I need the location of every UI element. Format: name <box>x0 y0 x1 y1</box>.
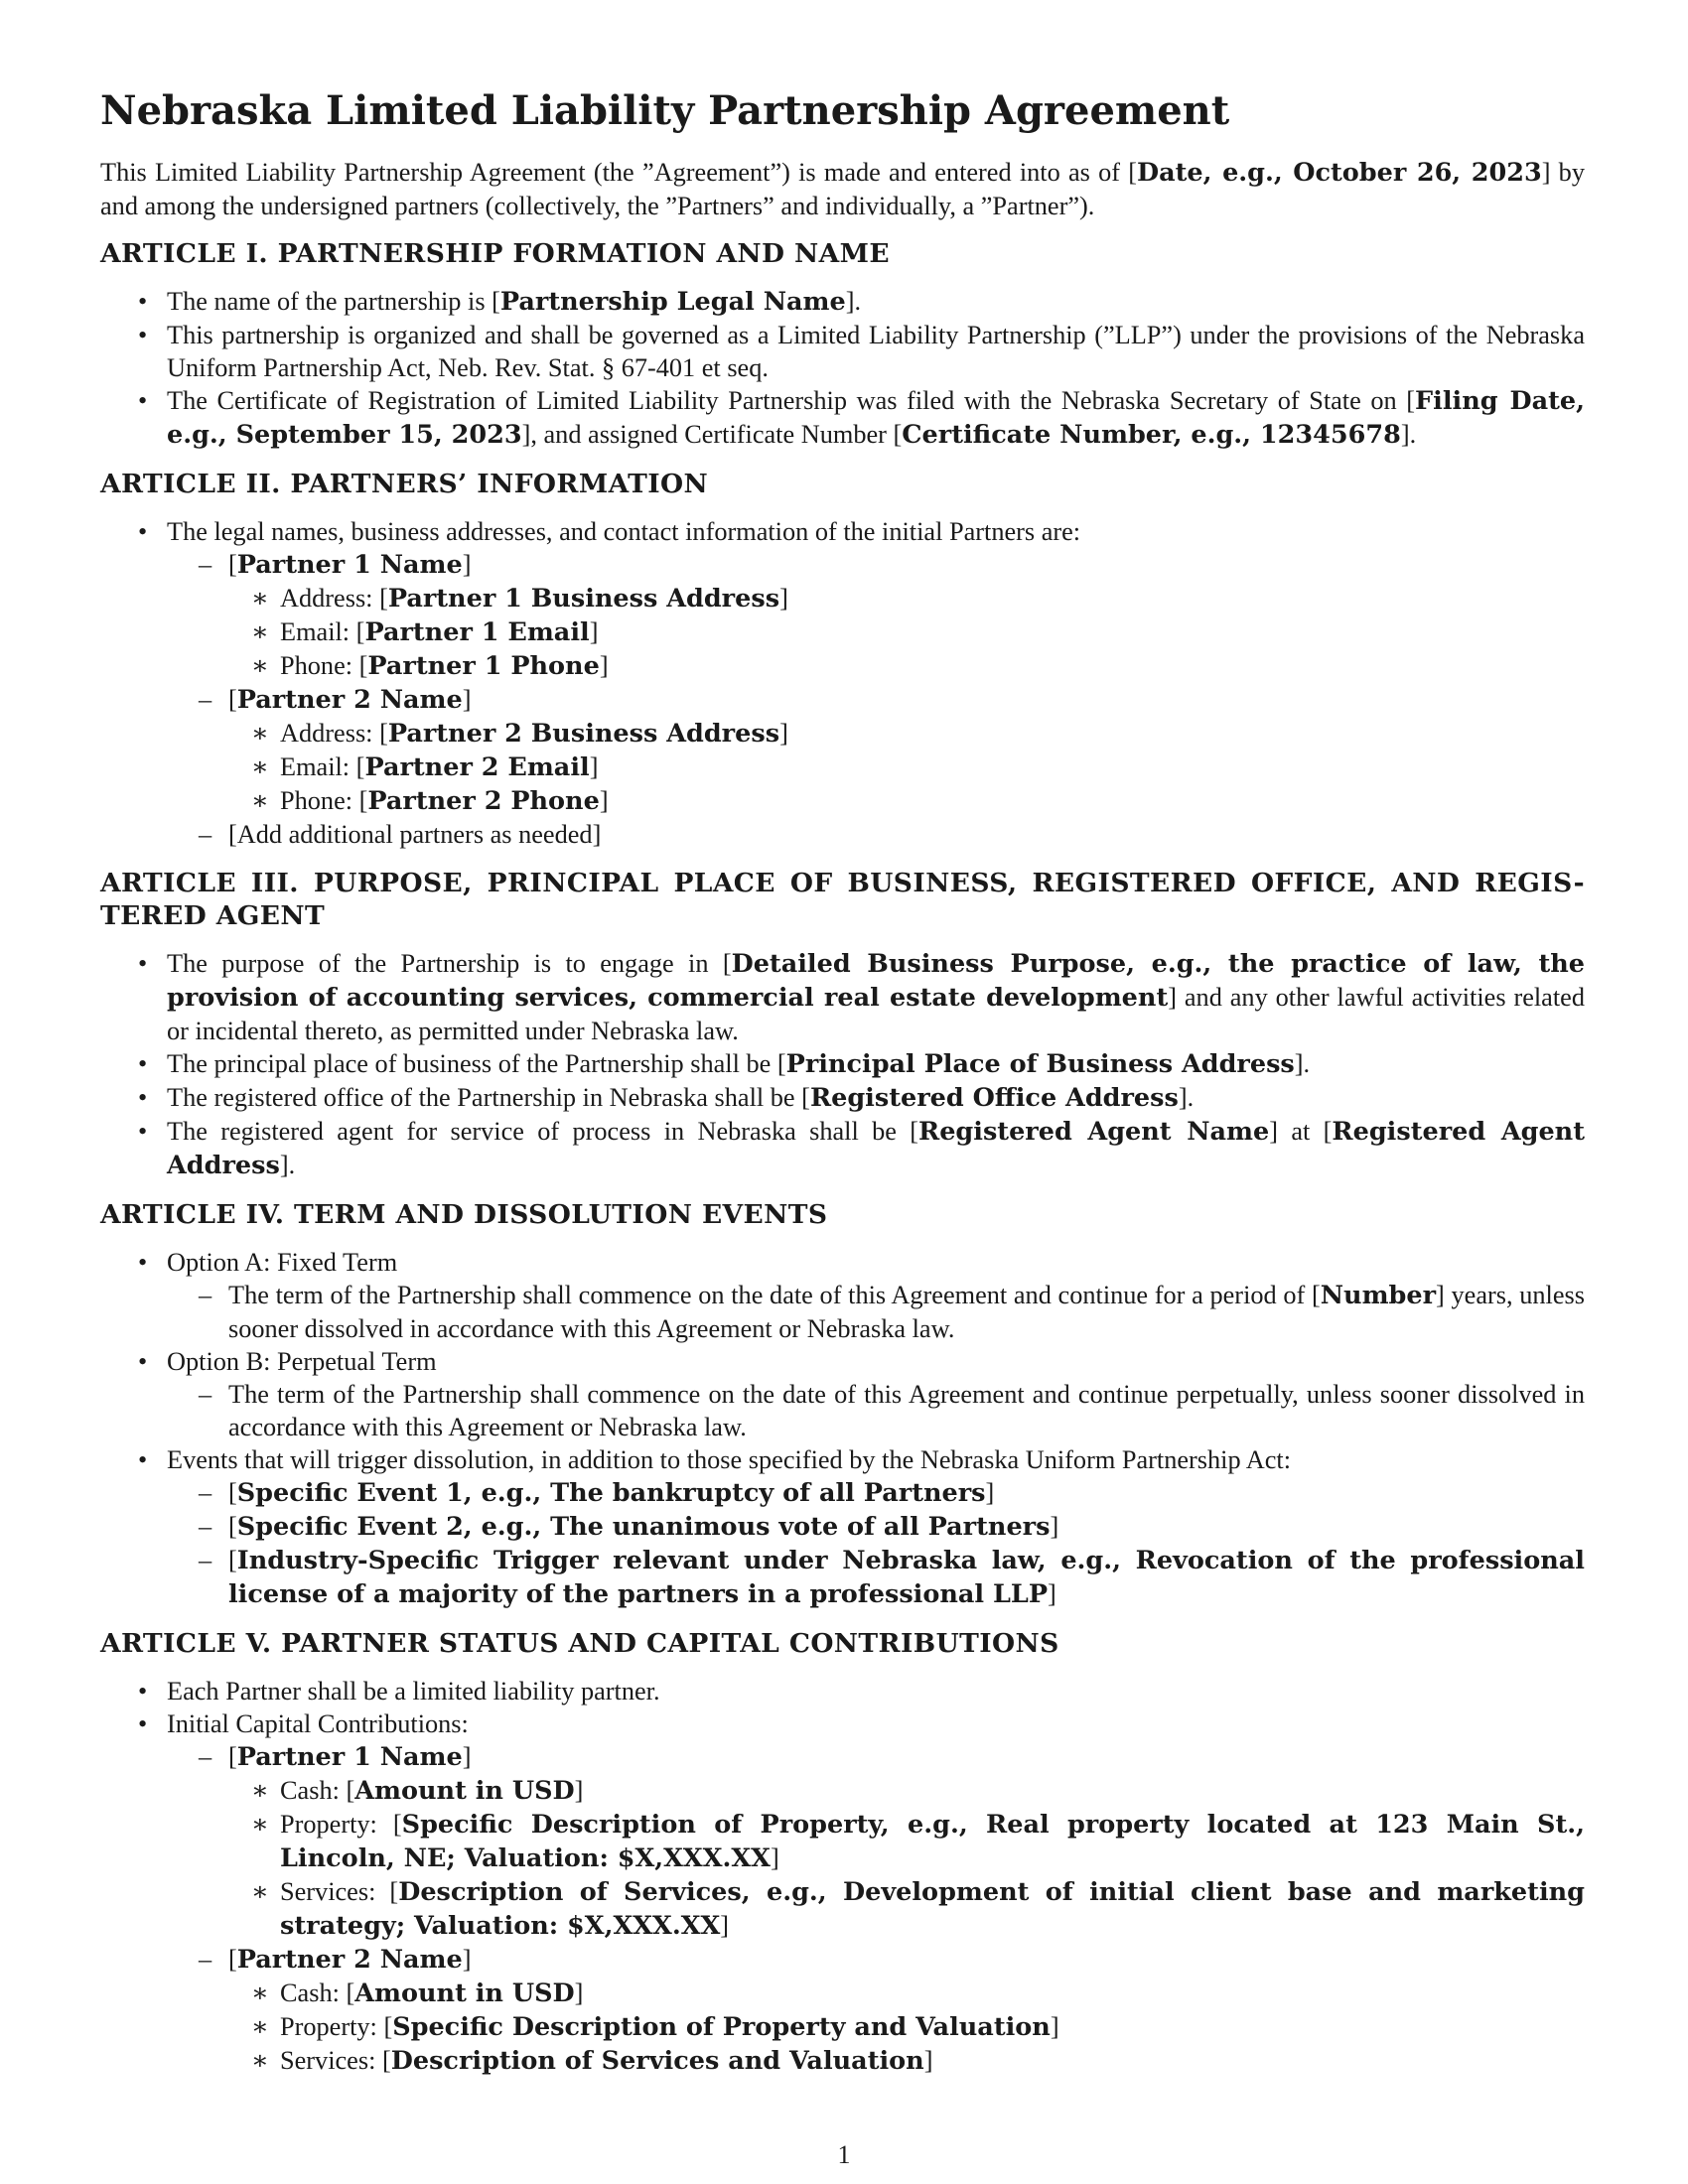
label: Address: [ <box>280 584 388 613</box>
partner-2-address-placeholder: Partner 2 Business Address <box>387 719 780 749</box>
article-4-heading: ARTICLE IV. TERM AND DISSOLUTION EVENTS <box>100 1199 828 1230</box>
partner-1-contribution-details <box>228 1774 1585 1943</box>
list-item <box>100 384 1585 452</box>
text: Option B: Perpetual Term <box>167 1347 437 1376</box>
partner-2-contributions <box>100 1943 1585 2078</box>
registered-agent-name-placeholder: Registered Agent Name <box>918 1117 1270 1147</box>
text: Each Partner shall be a limited liability partner. <box>167 1677 660 1706</box>
intro-text: This Limited Liability Partnership Agreement (the ”Agreement”) is made and entered into as of [ <box>100 158 1138 187</box>
list-item <box>100 649 1585 683</box>
list-item <box>100 1510 1585 1544</box>
list-item <box>100 717 1585 751</box>
text: The purpose of the Partnership is to engage in [ <box>167 949 732 978</box>
partner-1-address-placeholder: Partner 1 Business Address <box>387 584 780 614</box>
label: Email: [ <box>280 617 365 646</box>
text: – [Partner 2 Name] <box>228 685 472 715</box>
text: ∗ Cash: [Amount in USD] <box>280 1979 584 2008</box>
partnership-name-placeholder: Partnership Legal Name <box>499 287 846 317</box>
text <box>228 1279 1585 1345</box>
label: Phone: [ <box>280 786 368 815</box>
text: – [Add additional partners as needed] <box>228 820 602 849</box>
partner-1-cash-placeholder: Amount in USD <box>354 1776 575 1806</box>
list-item <box>100 2044 1585 2078</box>
text: – [Industry-Specific Trigger relevant under Nebraska law, e.g., Revocation of the professional license of a majority of the partners in a professional LLP] <box>228 1546 1585 1609</box>
label: Address: [ <box>280 719 388 748</box>
text: Events that will trigger dissolution, in addition to those specified by the Nebraska Uniform Partnership Act: <box>167 1445 1292 1474</box>
text: ], and assigned Certificate Number [ <box>521 420 903 449</box>
option-a-list <box>167 1279 1585 1345</box>
partner-2-name-placeholder: Partner 2 Name <box>236 1945 463 1975</box>
registered-agent-address-placeholder: Registered Agent Address <box>167 1117 1585 1180</box>
term-years-placeholder: Number <box>1320 1281 1437 1310</box>
text: Initial Capital Contributions: <box>167 1709 469 1738</box>
label: Services: [ <box>280 1877 399 1906</box>
list-item <box>100 515 1585 851</box>
text: ∗ Phone: [Partner 2 Phone] <box>280 786 609 816</box>
text: ]. <box>1400 420 1417 449</box>
list-item <box>100 1808 1585 1875</box>
page-number: 1 <box>837 2140 851 2169</box>
text: ∗ Property: [Specific Description of Property, e.g., Real property located at 123 Main St., Lincoln, NE; Valuation: $X,XXX.XX] <box>280 1810 1585 1873</box>
partner-1-contributions <box>100 1740 1585 1943</box>
text: ∗ Cash: [Amount in USD] <box>280 1776 584 1806</box>
partner-1-item <box>100 548 1585 683</box>
partner-2-contribution-details <box>228 1977 1585 2078</box>
option-b-list <box>167 1378 1585 1443</box>
text: ]. <box>845 287 862 316</box>
document-body <box>100 85 1585 2094</box>
principal-place-placeholder: Principal Place of Business Address <box>785 1049 1295 1079</box>
event-1-placeholder: Specific Event 1, e.g., The bankruptcy of all Partners <box>236 1478 986 1508</box>
article-2-list <box>100 515 1585 851</box>
article-1-list <box>100 285 1585 452</box>
partner-2-services-placeholder: Description of Services and Valuation <box>390 2046 924 2076</box>
text: Option A: Fixed Term <box>167 1248 398 1277</box>
text: ] at [ <box>1269 1117 1333 1146</box>
text: – The term of the Partnership shall commence on the date of this Agreement and continue perpetually, unless sooner dissolved in accordance with this Agreement or Nebraska law. <box>228 1380 1585 1441</box>
article-3-list <box>100 947 1585 1182</box>
partner-2-cash-placeholder: Amount in USD <box>354 1979 575 2008</box>
text: ]. <box>1178 1083 1195 1112</box>
list-item <box>100 319 1585 384</box>
text: The principal place of business of the Partnership shall be [ <box>167 1049 786 1078</box>
list-item <box>100 1115 1585 1182</box>
partner-2-details <box>228 717 1585 818</box>
text: The legal names, business addresses, and contact information of the initial Partners are: <box>167 517 1081 546</box>
list-item <box>100 1774 1585 1808</box>
list-item <box>100 582 1585 615</box>
article-1-heading: ARTICLE I. PARTNERSHIP FORMATION AND NAME <box>100 238 890 269</box>
list-item <box>100 1081 1585 1115</box>
label: Property: [ <box>280 2012 393 2041</box>
text: The term of the Partnership shall commence on the date of this Agreement and continue for a period of [ <box>228 1281 1321 1309</box>
article-3-heading: ARTICLE III. PURPOSE, PRINCIPAL PLACE OF BUSINESS, REGISTERED OFFICE, AND REGIS-TERED AGENT <box>100 868 1585 931</box>
partners-list <box>167 548 1585 851</box>
list-item <box>100 1707 1585 2078</box>
partner-2-property-placeholder: Specific Description of Property and Valuation <box>392 2012 1051 2042</box>
text: The registered office of the Partnership in Nebraska shall be [ <box>167 1083 810 1112</box>
additional-partners-item <box>100 818 1585 851</box>
text: ∗ Email: [Partner 2 Email] <box>280 752 599 782</box>
text: ] and any other lawful activities related or incidental thereto, as permitted under Nebraska law. <box>167 983 1585 1045</box>
partner-2-item <box>100 683 1585 818</box>
label: Services: [ <box>280 2046 391 2075</box>
text: ∗ Address: [Partner 1 Business Address] <box>280 584 788 614</box>
filing-date-placeholder: Filing Date, e.g., September 15, 2023 <box>167 386 1585 450</box>
contributions-list <box>167 1740 1585 2078</box>
label: Email: [ <box>280 752 365 781</box>
certificate-number-placeholder: Certificate Number, e.g., 12345678 <box>902 420 1401 450</box>
label: Cash: [ <box>280 1776 355 1805</box>
agreement-date-placeholder: Date, e.g., October 26, 2023 <box>1137 158 1542 188</box>
partner-1-phone-placeholder: Partner 1 Phone <box>367 651 600 681</box>
text: – [Partner 2 Name] <box>228 1945 472 1975</box>
label: Phone: [ <box>280 651 368 680</box>
list-item <box>100 615 1585 649</box>
article-5-list <box>100 1675 1585 2078</box>
intro-paragraph <box>100 156 1585 222</box>
partner-1-services-placeholder: Description of Services, e.g., Development of initial client base and marketing strategy; Valuation: $X,XXX.XX <box>280 1877 1585 1941</box>
list-item <box>100 1345 1585 1443</box>
event-2-placeholder: Specific Event 2, e.g., The unanimous vote of all Partners <box>236 1512 1051 1542</box>
text: The registered agent for service of process in Nebraska shall be [ <box>167 1117 919 1146</box>
text: ]. <box>279 1151 296 1179</box>
text: ∗ Phone: [Partner 1 Phone] <box>280 651 609 681</box>
event-3-placeholder: Industry-Specific Trigger relevant under Nebraska law, e.g., Revocation of the professional license of a majority of the partners in a professional LLP <box>228 1546 1585 1609</box>
list-item <box>100 285 1585 319</box>
list-item <box>100 1047 1585 1081</box>
text: The Certificate of Registration of Limited Liability Partnership was filed with the Nebraska Secretary of State on [ <box>167 386 1416 415</box>
partner-1-details <box>228 582 1585 683</box>
text: ∗ Property: [Specific Description of Property and Valuation] <box>280 2012 1059 2042</box>
list-item <box>100 1544 1585 1611</box>
partner-1-email-placeholder: Partner 1 Email <box>364 617 590 647</box>
text: – [Partner 1 Name] <box>228 550 472 580</box>
list-item <box>100 1378 1585 1443</box>
article-5-heading: ARTICLE V. PARTNER STATUS AND CAPITAL CONTRIBUTIONS <box>100 1628 1059 1659</box>
dissolution-events-list <box>167 1476 1585 1611</box>
list-item <box>100 1875 1585 1943</box>
partner-1-name-placeholder: Partner 1 Name <box>236 550 463 580</box>
list-item <box>100 1977 1585 2010</box>
text: This partnership is organized and shall be governed as a Limited Liability Partnership (”LLP”) under the provisions of the Nebraska Uniform Partnership Act, Neb. Rev. Stat. § 67-401 et seq. <box>167 321 1585 382</box>
list-item <box>100 1476 1585 1510</box>
label: Property: [ <box>280 1810 402 1839</box>
text: ∗ Email: [Partner 1 Email] <box>280 617 599 647</box>
list-item <box>100 784 1585 818</box>
partner-2-name-placeholder: Partner 2 Name <box>236 685 463 715</box>
list-item <box>100 947 1585 1047</box>
list-item <box>100 751 1585 784</box>
document-title: Nebraska Limited Liability Partnership Agreement <box>100 87 1230 134</box>
text: ∗ Services: [Description of Services, e.g., Development of initial client base and marketing strategy; Valuation: $X,XXX.XX] <box>280 1877 1585 1941</box>
text: – [Specific Event 2, e.g., The unanimous vote of all Partners] <box>228 1512 1059 1542</box>
text: ]. <box>1294 1049 1311 1078</box>
partner-1-property-placeholder: Specific Description of Property, e.g., Real property located at 123 Main St., Lincoln, NE; Valuation: $X,XXX.XX <box>280 1810 1585 1873</box>
text: The name of the partnership is [ <box>167 287 500 316</box>
list-item <box>100 1443 1585 1611</box>
business-purpose-placeholder: Detailed Business Purpose, e.g., the practice of law, the provision of accounting services, commercial real estate development <box>167 949 1586 1013</box>
intro-text: ] by and among the undersigned partners (collectively, the ”Partners” and individually, a ”Partner”). <box>100 158 1585 220</box>
text: ∗ Address: [Partner 2 Business Address] <box>280 719 788 749</box>
article-4-list <box>100 1246 1585 1611</box>
list-item <box>100 1246 1585 1345</box>
label: Cash: [ <box>280 1979 355 2007</box>
article-2-heading: ARTICLE II. PARTNERS’ INFORMATION <box>100 469 709 499</box>
partner-2-phone-placeholder: Partner 2 Phone <box>367 786 600 816</box>
list-item <box>100 1279 1585 1345</box>
text: ] years, unless sooner dissolved in accordance with this Agreement or Nebraska law. <box>228 1281 1585 1343</box>
registered-office-placeholder: Registered Office Address <box>809 1083 1179 1113</box>
text: ∗ Services: [Description of Services and Valuation] <box>280 2046 933 2076</box>
list-item <box>100 1675 1585 1707</box>
partner-1-name-placeholder: Partner 1 Name <box>236 1742 463 1772</box>
list-item <box>100 2010 1585 2044</box>
partner-2-email-placeholder: Partner 2 Email <box>364 752 590 782</box>
text: – [Specific Event 1, e.g., The bankruptcy of all Partners] <box>228 1478 995 1508</box>
text: – [Partner 1 Name] <box>228 1742 472 1772</box>
